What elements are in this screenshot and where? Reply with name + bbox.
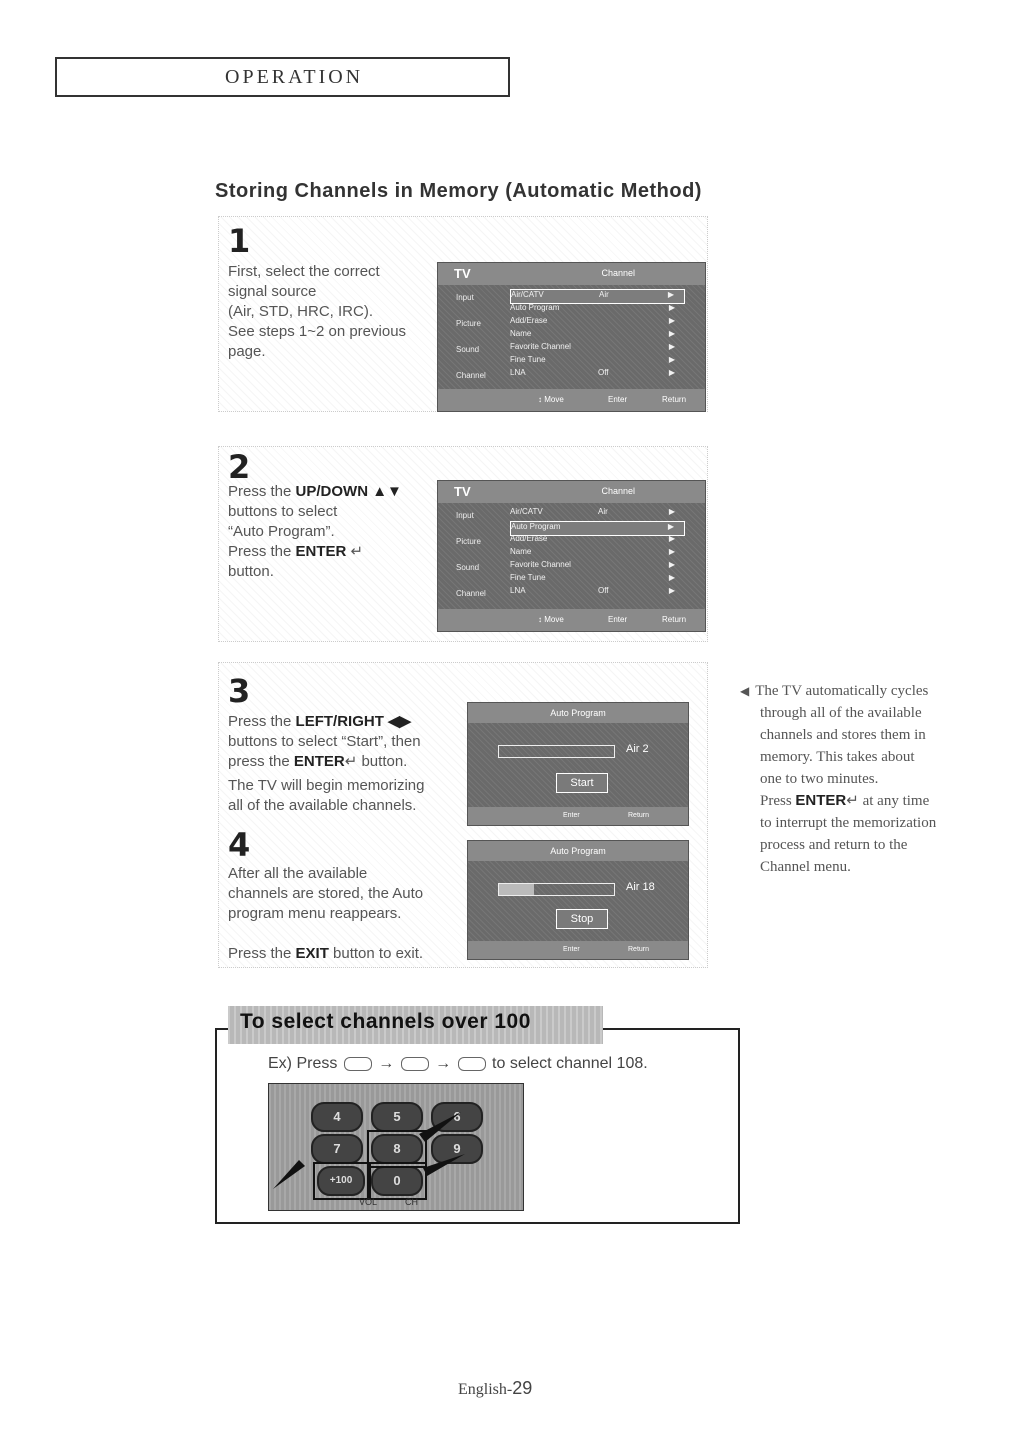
auto-program-screen-start bbox=[467, 702, 689, 826]
tip-title: To select channels over 100 bbox=[240, 1010, 531, 1033]
step-4-line-pre: Press the bbox=[228, 945, 296, 962]
move-hint: ↕ Move bbox=[538, 395, 564, 404]
key-0: 0 bbox=[371, 1166, 423, 1196]
note-line-pre: Press bbox=[760, 793, 796, 809]
page-footer bbox=[458, 1378, 532, 1399]
step-2-line bbox=[228, 482, 402, 502]
footer-language: English- bbox=[458, 1381, 513, 1398]
step-3-line bbox=[228, 752, 424, 772]
stop-button: Stop bbox=[556, 909, 608, 929]
step-3-number: 3 bbox=[228, 672, 251, 710]
channel-readout: Air 2 bbox=[626, 743, 649, 755]
menu-row-label: Favorite Channel bbox=[510, 342, 571, 351]
step-3-line-post: button. bbox=[357, 753, 408, 770]
step-2-line: buttons to select bbox=[228, 503, 338, 520]
step-1-line: First, select the correct bbox=[228, 263, 380, 280]
left-right-button-label: LEFT/RIGHT ◀▶ bbox=[295, 713, 412, 730]
note-line: through all of the available bbox=[760, 705, 922, 721]
menu-row-label: Auto Program bbox=[511, 522, 561, 531]
step-2-text bbox=[228, 482, 402, 582]
enter-icon: ↵ bbox=[344, 753, 358, 770]
menu-topbar bbox=[438, 263, 705, 285]
note-line: Channel menu. bbox=[760, 859, 851, 875]
step-4-line-post: button to exit. bbox=[328, 945, 424, 962]
arrow-icon: ▶ bbox=[668, 534, 675, 543]
menu-sidebar bbox=[438, 503, 500, 609]
menu-title: Channel bbox=[601, 268, 635, 278]
pointer-arrows bbox=[269, 1084, 523, 1210]
menu-row bbox=[510, 368, 685, 381]
step-3-line: buttons to select “Start”, then bbox=[228, 733, 421, 750]
note-line bbox=[740, 680, 980, 702]
step-3-line-pre: press the bbox=[228, 753, 294, 770]
note-line: channels and stores them in bbox=[760, 727, 926, 743]
enter-button-label: ENTER bbox=[795, 792, 847, 809]
arrow-icon: ▶ bbox=[668, 560, 675, 569]
step-1-line: See steps 1~2 on previous bbox=[228, 323, 407, 340]
step-3-line bbox=[228, 712, 424, 732]
zero-key-icon bbox=[401, 1057, 429, 1071]
step-2-line-pre: Press the bbox=[228, 543, 296, 560]
tv-label: TV bbox=[454, 484, 471, 499]
remote-control-illustration bbox=[268, 1083, 524, 1211]
menu-row-label: Add/Erase bbox=[510, 534, 548, 543]
menu-row-label: Fine Tune bbox=[510, 573, 546, 582]
menu-row-value: Air bbox=[599, 290, 609, 299]
enter-hint: Enter bbox=[608, 395, 628, 404]
move-hint: ↕ Move bbox=[538, 615, 564, 624]
menu-row-value: Off bbox=[598, 368, 609, 377]
menu-row bbox=[510, 342, 685, 355]
arrow-icon: ▶ bbox=[668, 573, 675, 582]
menu-sidebar bbox=[438, 285, 500, 389]
arrow-icon: ▶ bbox=[668, 329, 675, 338]
menu-side-item: Sound bbox=[456, 345, 480, 354]
step-2-line: “Auto Program”. bbox=[228, 523, 335, 540]
menu-side-item: Input bbox=[456, 293, 474, 302]
menu-row bbox=[510, 303, 685, 316]
ch-label: CH bbox=[405, 1197, 418, 1207]
menu-row-label: Add/Erase bbox=[510, 316, 548, 325]
menu-topbar bbox=[438, 481, 705, 503]
enter-button-label: ENTER bbox=[295, 543, 347, 560]
triangle-marker-icon: ◀ bbox=[740, 684, 750, 698]
step-1-line: (Air, STD, HRC, IRC). bbox=[228, 303, 373, 320]
step-4-line bbox=[228, 944, 423, 964]
page-title: Storing Channels in Memory (Automatic Method) bbox=[215, 180, 702, 202]
progress-bar bbox=[498, 883, 615, 896]
arrow-icon bbox=[423, 1154, 465, 1176]
menu-row bbox=[510, 586, 685, 599]
section-header bbox=[55, 57, 510, 97]
menu-row-label: Favorite Channel bbox=[510, 560, 571, 569]
arrow-icon: ▶ bbox=[668, 316, 675, 325]
menu-row bbox=[510, 355, 685, 368]
progress-fill bbox=[499, 884, 534, 895]
tv-label: TV bbox=[454, 266, 471, 281]
plus100-key-icon bbox=[344, 1057, 372, 1071]
enter-icon: ↵ bbox=[346, 543, 364, 560]
note-line: process and return to the bbox=[760, 837, 908, 853]
arrow-icon: ▶ bbox=[668, 342, 675, 351]
menu-row-label: Air/CATV bbox=[510, 507, 543, 516]
step-2-number: 2 bbox=[228, 448, 251, 486]
tv-channel-menu-screen-2 bbox=[437, 480, 706, 632]
step-2-line bbox=[228, 542, 402, 562]
menu-side-item: Input bbox=[456, 511, 474, 520]
step-1-line: signal source bbox=[228, 283, 317, 300]
menu-row bbox=[510, 507, 685, 520]
arrow-icon: ▶ bbox=[668, 303, 675, 312]
menu-row bbox=[510, 534, 685, 547]
tip-text-post: to select channel 108. bbox=[492, 1055, 648, 1072]
return-hint: Return bbox=[662, 615, 687, 624]
menu-row bbox=[510, 560, 685, 573]
arrow-icon: ▶ bbox=[668, 368, 675, 377]
tv-channel-menu-screen bbox=[437, 262, 706, 412]
key-9: 9 bbox=[431, 1134, 483, 1164]
menu-row bbox=[510, 547, 685, 560]
step-1-text bbox=[228, 262, 406, 362]
tip-example: Ex) Press → → to select channel 108. bbox=[268, 1055, 648, 1072]
menu-footer bbox=[438, 389, 705, 411]
step-1-line: page. bbox=[228, 343, 266, 360]
arrow-icon bbox=[419, 1112, 461, 1142]
step-3-line: all of the available channels. bbox=[228, 797, 417, 814]
progress-bar bbox=[498, 745, 615, 758]
step-1-number: 1 bbox=[228, 222, 251, 260]
note-line bbox=[760, 790, 980, 812]
menu-side-item: Channel bbox=[456, 589, 486, 598]
key-8: 8 bbox=[371, 1134, 423, 1164]
step-3-text bbox=[228, 712, 424, 816]
menu-row-value: Air bbox=[598, 507, 608, 516]
step-2-line-pre: Press the bbox=[228, 483, 296, 500]
menu-side-item: Channel bbox=[456, 371, 486, 380]
note-line-text: The TV automatically cycles bbox=[755, 683, 929, 699]
arrow-icon: ▶ bbox=[668, 586, 675, 595]
auto-program-title: Auto Program bbox=[468, 841, 688, 861]
menu-row-label: Auto Program bbox=[510, 303, 560, 312]
enter-hint: Enter bbox=[563, 812, 580, 819]
step-4-number: 4 bbox=[228, 826, 251, 864]
enter-button-label: ENTER bbox=[293, 753, 345, 770]
arrow-icon: ▶ bbox=[668, 507, 675, 516]
return-hint: Return bbox=[662, 395, 687, 404]
arrow-icon: ▶ bbox=[667, 290, 674, 299]
step-4-text bbox=[228, 864, 423, 964]
key-5: 5 bbox=[371, 1102, 423, 1132]
enter-icon: ↵ bbox=[846, 793, 859, 809]
step-4-line: program menu reappears. bbox=[228, 905, 402, 922]
note-line: one to two minutes. bbox=[760, 771, 879, 787]
arrow-icon: ▶ bbox=[668, 355, 675, 364]
note-line: memory. This takes about bbox=[760, 749, 915, 765]
menu-row-label: Fine Tune bbox=[510, 355, 546, 364]
step-2-line: button. bbox=[228, 563, 274, 580]
side-note bbox=[740, 680, 980, 878]
menu-side-item: Sound bbox=[456, 563, 480, 572]
menu-row-label: Name bbox=[510, 329, 532, 338]
arrow-icon: ▶ bbox=[667, 522, 674, 531]
menu-row-label: LNA bbox=[510, 368, 526, 377]
arrow-icon: ▶ bbox=[668, 547, 675, 556]
step-3-line: The TV will begin memorizing bbox=[228, 777, 425, 794]
return-hint: Return bbox=[628, 946, 650, 953]
key-4: 4 bbox=[311, 1102, 363, 1132]
key-6: 6 bbox=[431, 1102, 483, 1132]
auto-program-screen-stop bbox=[467, 840, 689, 960]
menu-row bbox=[510, 289, 685, 304]
note-line-post: at any time bbox=[858, 793, 930, 809]
key-7: 7 bbox=[311, 1134, 363, 1164]
menu-side-item: Picture bbox=[456, 319, 481, 328]
up-down-button-label: UP/DOWN ▲▼ bbox=[295, 483, 402, 500]
tip-text-pre: Ex) Press bbox=[268, 1055, 338, 1072]
section-title: OPERATION bbox=[225, 66, 364, 88]
menu-row-value: Off bbox=[598, 586, 609, 595]
page-number: 29 bbox=[512, 1378, 533, 1398]
menu-row-label: Air/CATV bbox=[511, 290, 544, 299]
step-4-line: channels are stored, the Auto bbox=[228, 885, 424, 902]
vol-label: VOL bbox=[359, 1197, 378, 1207]
menu-row bbox=[510, 316, 685, 329]
menu-row-label: LNA bbox=[510, 586, 526, 595]
menu-row bbox=[510, 573, 685, 586]
arrow-icon bbox=[273, 1160, 305, 1189]
start-button: Start bbox=[556, 773, 608, 793]
menu-title: Channel bbox=[601, 486, 635, 496]
channel-readout: Air 18 bbox=[626, 881, 655, 893]
step-3-line-pre: Press the bbox=[228, 713, 296, 730]
menu-row bbox=[510, 329, 685, 342]
enter-hint: Enter bbox=[563, 946, 580, 953]
menu-row-label: Name bbox=[510, 547, 532, 556]
enter-hint: Enter bbox=[608, 615, 628, 624]
menu-side-item: Picture bbox=[456, 537, 481, 546]
auto-program-footer bbox=[468, 807, 688, 825]
return-hint: Return bbox=[628, 812, 650, 819]
auto-program-footer bbox=[468, 941, 688, 959]
step-4-line: After all the available bbox=[228, 865, 368, 882]
note-line: to interrupt the memorization bbox=[760, 815, 937, 831]
eight-key-icon bbox=[458, 1057, 486, 1071]
key-plus100: +100 bbox=[317, 1166, 365, 1196]
exit-button-label: EXIT bbox=[295, 945, 329, 962]
menu-footer bbox=[438, 609, 705, 631]
auto-program-title: Auto Program bbox=[468, 703, 688, 723]
